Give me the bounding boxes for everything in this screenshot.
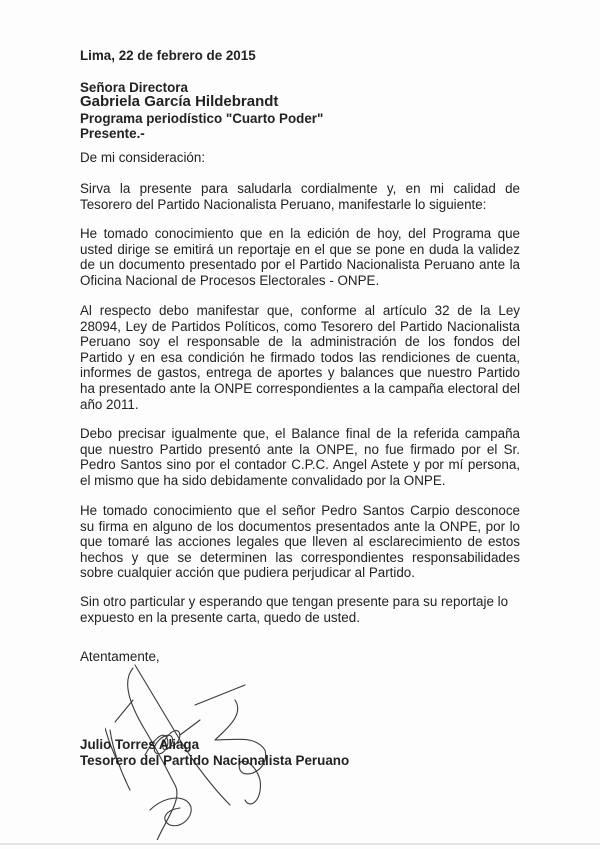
paragraph-line: su firma en alguno de los documentos presentados ante la ONPE, por lo [80, 518, 520, 534]
paragraph-line: año 2011. [80, 396, 139, 412]
paragraph-line: el mismo que ha sido debidamente convalidado por la ONPE. [80, 472, 446, 488]
paragraph-line: Oficina Nacional de Procesos Electorales - ONPE. [80, 272, 380, 288]
paragraph-line: Sin otro particular y esperando que tengan presente para su reportaje lo [80, 594, 509, 609]
paragraph-line: Partido y en esa condición he firmado todos las rendiciones de cuenta, [80, 349, 520, 365]
recipient-name: Gabriela García Hildebrandt [80, 93, 279, 110]
paragraph-6 [80, 594, 520, 625]
paragraph-3 [80, 303, 520, 412]
page-edge [0, 843, 600, 845]
greeting: De mi consideración: [80, 150, 206, 165]
paragraph-line: Al respecto debo manifestar que, conforme al artículo 32 de la Ley [80, 303, 520, 318]
paragraph-line: de un documento presentado por el Partido Nacionalista Peruano ante la [80, 257, 520, 273]
closing: Atentamente, [80, 649, 160, 664]
paragraph-line: informes de gastos, entrega de aportes y balances que nuestro Partido [80, 365, 520, 381]
paragraph-line: que nuestro Partido presentó ante la ONPE, no fue firmado por el Sr. [80, 441, 520, 457]
recipient-program: Programa periodístico "Cuarto Poder" [80, 111, 324, 126]
paragraph-line: que tomaré las acciones legales que lleven al esclarecimiento de estos [80, 534, 520, 550]
recipient-presente: Presente.- [80, 126, 145, 141]
paragraph-line: He tomado conocimiento que el señor Pedro Santos Carpio desconoce [80, 503, 520, 518]
recipient-title: Señora Directora [80, 80, 188, 95]
paragraph-4 [80, 426, 520, 488]
paragraph-2 [80, 226, 520, 288]
paragraph-line: expuesto en la presente carta, quedo de usted. [80, 609, 360, 625]
paragraph-line: sobre cualquier acción que pudiera perjudicar al Partido. [80, 565, 415, 581]
paragraph-line: He tomado conocimiento que en la edición de hoy, del Programa que [80, 226, 520, 241]
paragraph-1 [80, 181, 520, 212]
letter-date: Lima, 22 de febrero de 2015 [80, 48, 256, 63]
paragraph-line: hechos y que se determinen las correspondientes responsabilidades [80, 549, 520, 565]
paragraph-line: Tesorero del Partido Nacionalista Peruano, manifestarle lo siguiente: [80, 196, 487, 212]
signer-name: Julio Torres Aliaga [80, 737, 200, 752]
paragraph-line: Peruano soy el responsable de la administración de los fondos del [80, 334, 520, 350]
signer-role: Tesorero del Partido Nacionalista Peruano [80, 753, 350, 768]
paragraph-line: Pedro Santos sino por el contador C.P.C. Angel Astete y por mí persona, [80, 457, 520, 473]
paragraph-line: Debo precisar igualmente que, el Balance final de la referida campaña [80, 426, 520, 441]
paragraph-line: Sirva la presente para saludarla cordialmente y, en mi calidad de [80, 181, 520, 196]
paragraph-line: ha presentado ante la ONPE correspondientes a la campaña electoral del [80, 380, 520, 396]
paragraph-line: usted dirige se emitirá un reportaje en el que se pone en duda la validez [80, 241, 520, 257]
paragraph-5 [80, 503, 520, 581]
paragraph-line: 28094, Ley de Partidos Políticos, como Tesorero del Partido Nacionalista [80, 318, 520, 334]
